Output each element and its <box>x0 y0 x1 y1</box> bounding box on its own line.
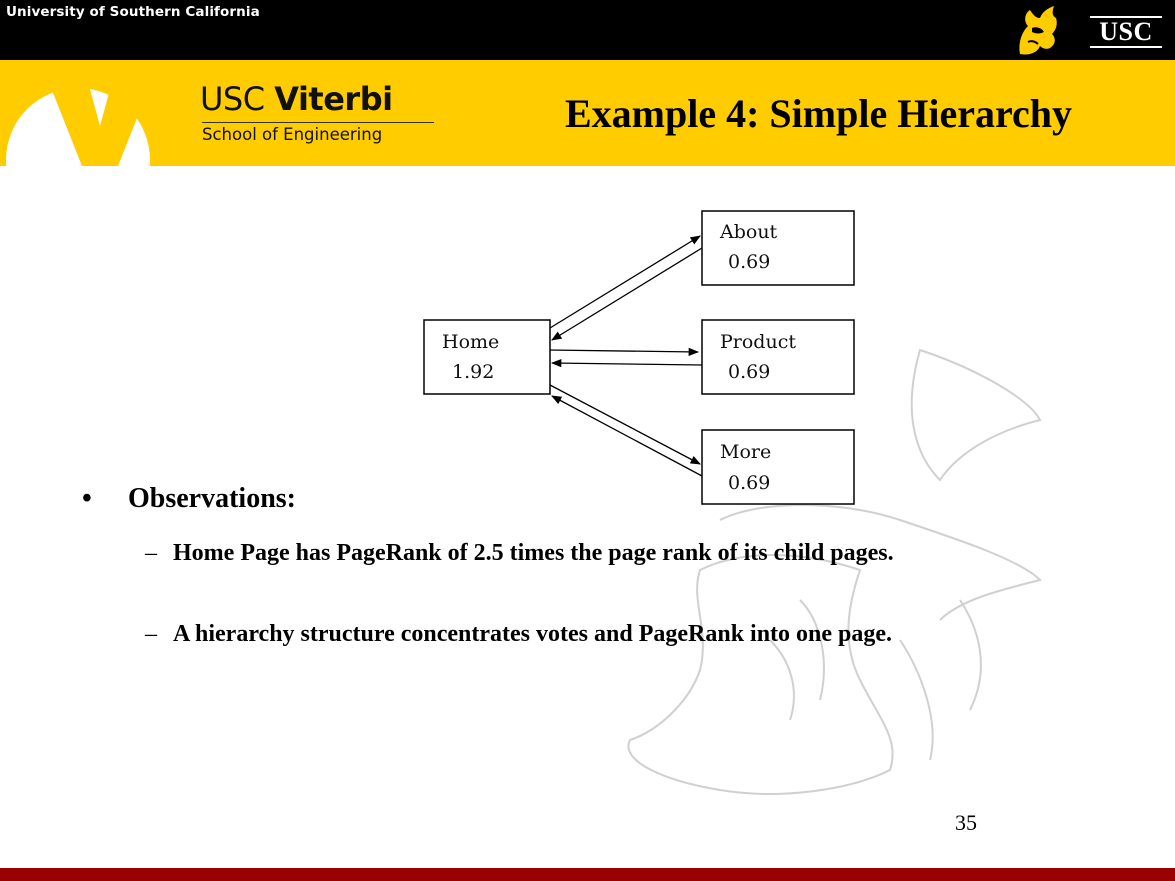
observations-heading: Observations: <box>128 483 296 514</box>
edge-home-to-product <box>548 350 698 352</box>
trojan-helmet-icon <box>1010 2 1064 58</box>
viterbi-logo <box>200 80 440 150</box>
node-about-rank: 0.69 <box>728 251 771 273</box>
node-product-rank: 0.69 <box>728 361 771 383</box>
top-bar <box>0 0 1175 60</box>
viterbi-v-logo-icon <box>0 60 200 166</box>
university-name: University of Southern California <box>6 4 260 20</box>
edge-home-to-about <box>550 236 700 328</box>
viterbi-logo-rule <box>202 122 434 123</box>
node-about <box>702 211 854 285</box>
viterbi-logo-wordmark <box>200 80 393 118</box>
node-more <box>702 430 854 504</box>
node-about-name: About <box>720 221 778 243</box>
node-home <box>424 320 550 394</box>
hierarchy-diagram <box>400 200 870 520</box>
edge-home-to-more <box>550 385 700 464</box>
node-home-rank: 1.92 <box>452 361 495 383</box>
sub-item-2-text: A hierarchy structure concentrates votes and PageRank into one page. <box>173 621 893 647</box>
node-home-name: Home <box>442 331 500 353</box>
page-number: 35 <box>955 810 977 835</box>
edge-product-to-home <box>552 363 702 365</box>
bottom-bar <box>0 868 1175 881</box>
bullet-marker: • <box>82 483 92 514</box>
viterbi-logo-usc: USC <box>200 80 265 118</box>
viterbi-logo-school: School of Engineering <box>202 125 383 144</box>
usc-logo: USC <box>1090 16 1162 48</box>
viterbi-logo-name: Viterbi <box>274 80 393 118</box>
node-more-rank: 0.69 <box>728 472 771 494</box>
dash-marker: – <box>145 540 157 566</box>
edge-about-to-home <box>552 248 702 340</box>
dash-marker: – <box>145 621 157 647</box>
sub-item-1-text: Home Page has PageRank of 2.5 times the page rank of its child pages. <box>173 540 894 566</box>
edge-more-to-home <box>552 396 702 476</box>
slide-title: Example 4: Simple Hierarchy <box>565 91 1072 136</box>
node-product <box>702 320 854 394</box>
node-product-name: Product <box>720 331 796 353</box>
node-more-name: More <box>720 441 772 463</box>
